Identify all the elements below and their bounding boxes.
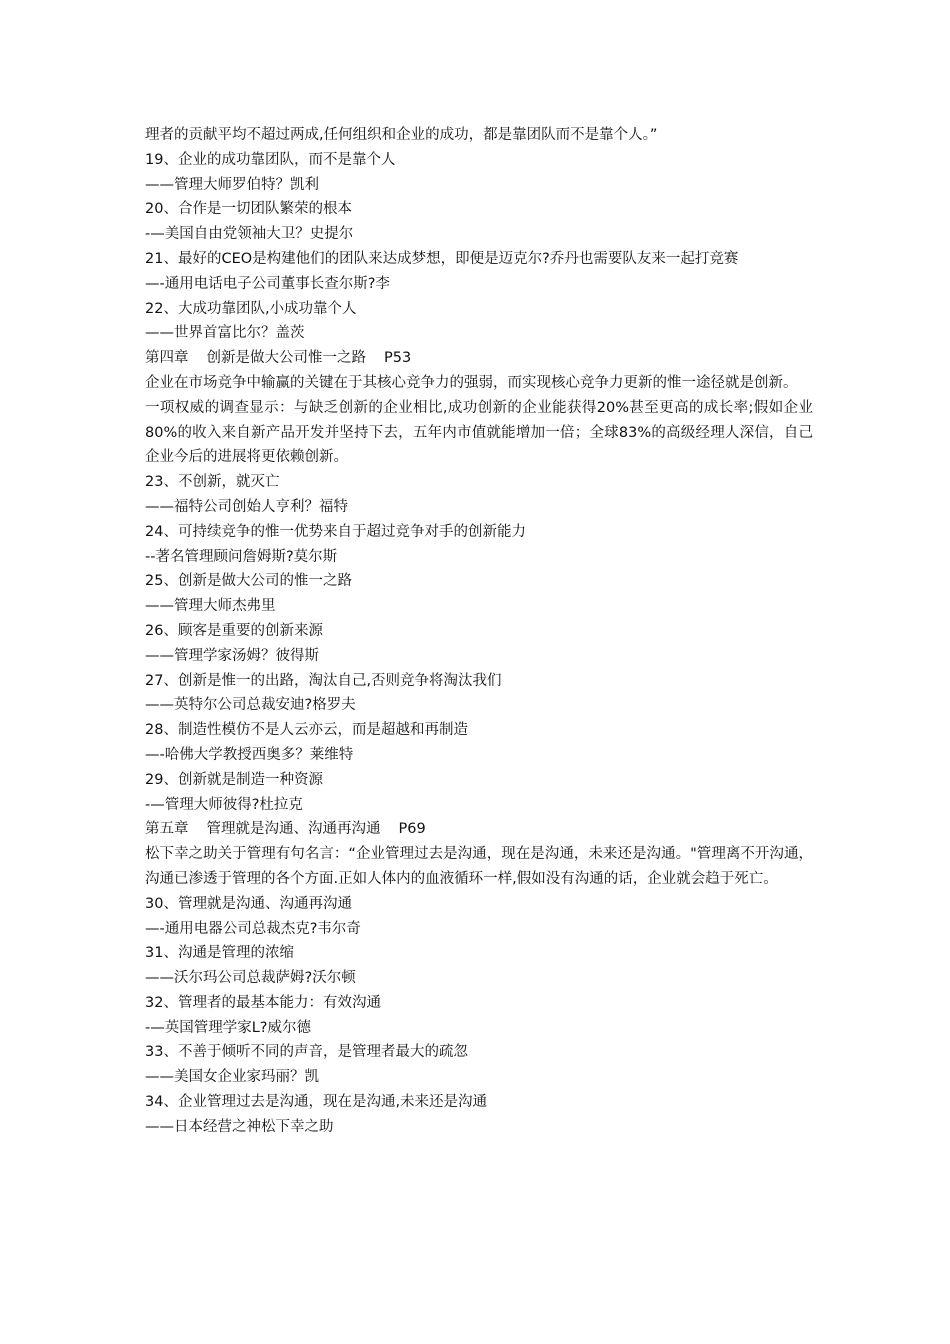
quote-title: 25、创新是做大公司的惟一之路 <box>145 573 352 590</box>
quote-title: 32、管理者的最基本能力：有效沟通 <box>145 994 381 1011</box>
chapter-title: 管理就是沟通、沟通再沟通 <box>206 821 381 838</box>
quote-author: -—英国管理学家L?威尔德 <box>145 1019 312 1036</box>
quote-title: 26、顾客是重要的创新来源 <box>145 622 323 639</box>
quote-title: 28、制造性模仿不是人云亦云，而是超越和再制造 <box>145 722 468 739</box>
quote-author: -—美国自由党领袖大卫？史提尔 <box>145 226 354 243</box>
quote-author: ——世界首富比尔？盖茨 <box>145 325 305 342</box>
paragraph: 松下幸之助关于管理有句名言：“企业管理过去是沟通，现在是沟通，未来还是沟通。"管理离不开沟通，沟通已渗透于管理的各个方面.正如人体内的血液循环一样,假如没有沟通的话，企业就会趋于死亡。 <box>145 846 813 887</box>
quote-title: 29、创新就是制造一种资源 <box>145 771 323 788</box>
chapter-label: 第五章 <box>145 821 189 838</box>
quote-author: ——管理大师罗伯特？凯利 <box>145 176 319 193</box>
quote-title: 27、创新是惟一的出路，淘汰自己,否则竞争将淘汰我们 <box>145 672 502 689</box>
chapter-heading <box>145 817 813 842</box>
quote-author: —-哈佛大学教授西奥多？莱维特 <box>145 746 354 763</box>
chapter-label: 第四章 <box>145 350 189 367</box>
quote-author: —-通用电话电子公司董事长查尔斯?李 <box>145 275 390 292</box>
chapter-page: P53 <box>384 350 412 367</box>
paragraph: 一项权威的调查显示：与缺乏创新的企业相比,成功创新的企业能获得20%甚至更高的成长率;假如企业80%的收入来自新产品开发并坚持下去，五年内市值就能增加一倍；全球83%的高级经理人深信，自己企业今后的进展将更依赖创新。 <box>145 399 813 466</box>
quote-author: ——福特公司创始人亨利？福特 <box>145 498 348 515</box>
quote-title: 30、管理就是沟通、沟通再沟通 <box>145 895 352 912</box>
quote-author: ——管理学家汤姆？彼得斯 <box>145 647 319 664</box>
paragraph: 企业在市场竞争中输赢的关键在于其核心竞争力的强弱，而实现核心竞争力更新的惟一途径就是创新。 <box>145 374 798 391</box>
quote-author: —-通用电器公司总裁杰克?韦尔奇 <box>145 920 361 937</box>
quote-author: ——美国女企业家玛丽？凯 <box>145 1069 319 1086</box>
chapter-page: P69 <box>398 821 426 838</box>
quote-title: 31、沟通是管理的浓缩 <box>145 945 294 962</box>
quote-title: 23、不创新，就灭亡 <box>145 474 280 491</box>
quote-author: --著名管理顾问詹姆斯?莫尔斯 <box>145 548 338 565</box>
quote-title: 33、不善于倾听不同的声音，是管理者最大的疏忽 <box>145 1044 468 1061</box>
quote-title: 22、大成功靠团队,小成功靠个人 <box>145 300 357 317</box>
quote-author: ——沃尔玛公司总裁萨姆?沃尔顿 <box>145 970 356 987</box>
quote-title: 24、可持续竞争的惟一优势来自于超过竞争对手的创新能力 <box>145 523 526 540</box>
text-line: 理者的贡献平均不超过两成,任何组织和企业的成功，都是靠团队而不是靠个人。” <box>145 127 658 143</box>
quote-author: ——日本经营之神松下幸之助 <box>145 1118 334 1135</box>
quote-title: 20、合作是一切团队繁荣的根本 <box>145 201 352 218</box>
quote-author: -—管理大师彼得?杜拉克 <box>145 796 303 813</box>
quote-author: ——英特尔公司总裁安迪?格罗夫 <box>145 697 356 714</box>
chapter-heading <box>145 346 813 371</box>
document-body <box>145 123 813 1140</box>
quote-title: 19、企业的成功靠团队，而不是靠个人 <box>145 151 396 168</box>
quote-title: 21、最好的CEO是构建他们的团队来达成梦想，即便是迈克尔?乔丹也需要队友来一起打竞赛 <box>145 250 739 267</box>
chapter-title: 创新是做大公司惟一之路 <box>206 350 366 367</box>
quote-title: 34、企业管理过去是沟通，现在是沟通,未来还是沟通 <box>145 1094 488 1111</box>
quote-author: ——管理大师杰弗里 <box>145 598 276 615</box>
